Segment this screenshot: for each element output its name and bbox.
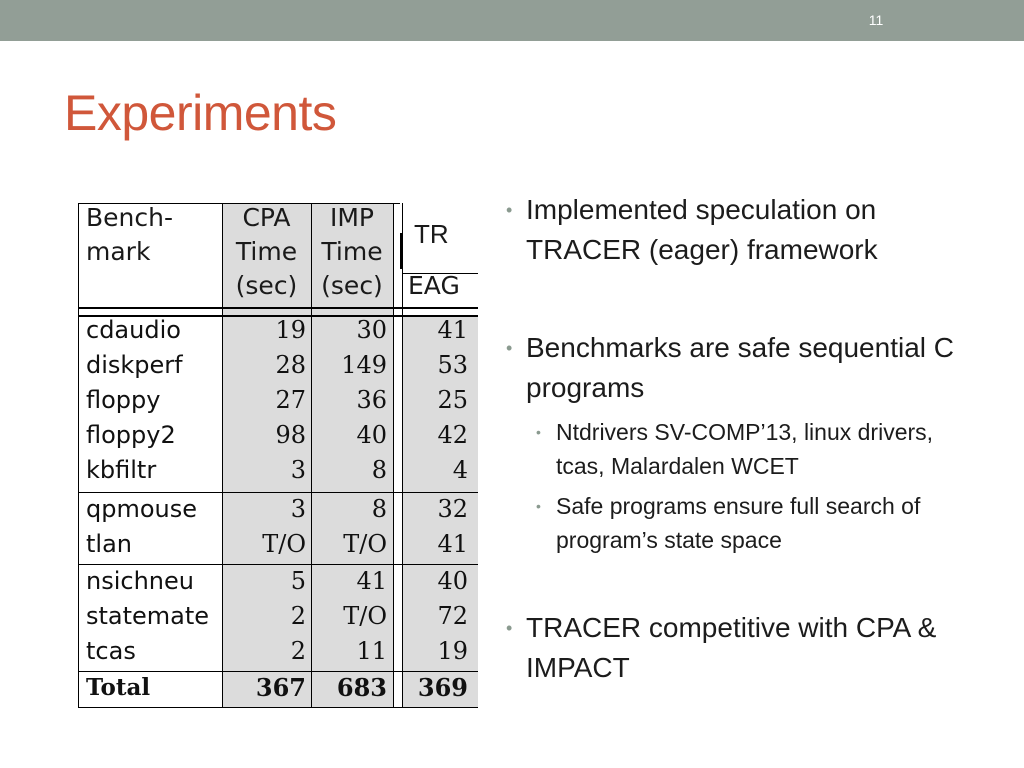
imp-time: 36 (356, 386, 387, 414)
bench-name: cdaudio (86, 316, 181, 344)
table-border-left (78, 203, 79, 708)
bench-name: floppy2 (86, 421, 176, 449)
imp-time: 40 (356, 421, 387, 449)
imp-time: T/O (343, 530, 387, 558)
header-imp-1: IMP (329, 203, 375, 232)
bench-name: diskperf (86, 351, 183, 379)
slide-title: Experiments (64, 85, 337, 141)
total-label: Total (86, 674, 151, 701)
header-imp-3: (sec) (321, 271, 383, 300)
imp-time: 149 (341, 351, 387, 379)
bench-name: kbfiltr (86, 456, 157, 484)
cpa-time: 3 (290, 456, 306, 484)
total-imp: 683 (336, 673, 387, 702)
results-table (0, 0, 480, 720)
header-rule (78, 307, 478, 309)
eag-time: 40 (437, 567, 468, 595)
cpa-time: T/O (262, 530, 306, 558)
table-divider (393, 203, 394, 708)
total-cpa: 367 (255, 673, 306, 702)
cpa-time: 98 (275, 421, 306, 449)
table-bottom-rule (78, 707, 478, 708)
imp-time: T/O (343, 602, 387, 630)
eag-time: 72 (437, 602, 468, 630)
bullet-dot-icon: • (506, 200, 513, 220)
bench-name: floppy (86, 386, 161, 414)
imp-time: 11 (356, 637, 387, 665)
eag-time: 4 (452, 456, 468, 484)
eag-time: 42 (437, 421, 468, 449)
bullet-dot-icon: • (536, 424, 541, 440)
bullet-dot-icon: • (506, 338, 513, 358)
eag-time: 41 (437, 530, 468, 558)
sub-bullet-text: Safe programs ensure full search of program’s state space (556, 493, 921, 553)
cpa-time: 5 (290, 567, 306, 595)
eag-time: 41 (437, 316, 468, 344)
eag-time: 25 (437, 386, 468, 414)
cpa-time: 28 (275, 351, 306, 379)
imp-time: 8 (371, 456, 387, 484)
cpa-time: 2 (290, 637, 306, 665)
imp-time: 41 (356, 567, 387, 595)
bench-name: tcas (86, 637, 136, 665)
header-cpa-2: Time (235, 237, 298, 266)
bullet-text: Implemented speculation on TRACER (eager) framework (526, 194, 878, 265)
cpa-time: 3 (290, 495, 306, 523)
cpa-time: 19 (275, 316, 306, 344)
eag-time: 19 (437, 637, 468, 665)
bench-name: tlan (86, 530, 132, 558)
header-cpa-3: (sec) (235, 271, 298, 300)
cpa-time: 2 (290, 602, 306, 630)
header-imp-2: Time (321, 237, 383, 266)
header-tr: TR (414, 219, 449, 249)
slide-number: 11 (868, 12, 884, 28)
bullet-dot-icon: • (536, 498, 541, 514)
imp-time: 30 (356, 316, 387, 344)
sub-bullet-text: Ntdrivers SV-COMP’13, linux drivers, tcas, Malardalen WCET (556, 419, 934, 479)
bench-name: qpmouse (86, 495, 198, 523)
bench-name: statemate (86, 602, 210, 630)
header-bench-1: Bench- (86, 203, 173, 232)
header-bench-2: mark (86, 237, 151, 266)
tr-bracket (400, 233, 402, 269)
eag-time: 53 (437, 351, 468, 379)
bullet-dot-icon: • (506, 618, 513, 638)
header-cpa-1: CPA (242, 203, 291, 232)
header-eag: EAG (408, 271, 460, 300)
cpa-time: 27 (275, 386, 306, 414)
bench-name: nsichneu (86, 567, 194, 595)
bullet-text: Benchmarks are safe sequential C programs (526, 332, 954, 403)
eag-time: 32 (437, 495, 468, 523)
bullet-text: TRACER competitive with CPA & IMPACT (526, 612, 937, 683)
imp-time: 8 (371, 495, 387, 523)
total-eag: 369 (417, 673, 468, 702)
